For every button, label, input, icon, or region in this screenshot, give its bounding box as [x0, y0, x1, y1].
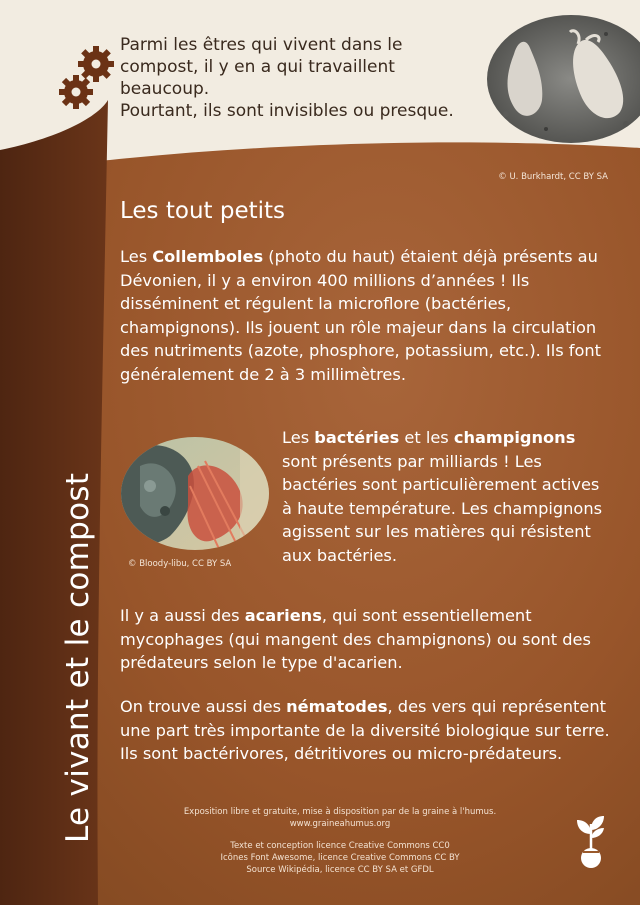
text: (photo du haut) étaient déjà présents au Dévonien, il y a environ 400 millions d’années ! Ils disséminent et régulent la microflore (bactéries, champignons). Ils jouent un rôle majeur dans la circulation des nutriments (azote, phosphore, potassium, etc.). Ils font généralement de 2 à 3 millimètres. [120, 247, 601, 384]
text: , des vers qui représentent une part très importante de la diversité biologique sur terre. Ils sont bactérivores, détritivores ou micro-prédateurs. [120, 697, 610, 763]
intro-text [120, 34, 490, 122]
paragraph-collemboles [120, 245, 620, 386]
photo-credit-top: © U. Burkhardt, CC BY SA [498, 172, 608, 182]
text: et les [399, 428, 454, 447]
text: , qui sont essentiellement mycophages (qui mangent des champignons) ou sont des prédateurs selon le type d'acarien. [120, 606, 591, 672]
keyword-collemboles: Collemboles [152, 247, 264, 266]
footer-line: Texte et conception licence Creative Commons CC0 [230, 841, 450, 851]
collembola-photo [486, 14, 640, 144]
paragraph-bacteries [282, 426, 612, 567]
text: Les [120, 247, 153, 266]
section-title: Les tout petits [120, 198, 286, 224]
paragraph-nematodes [120, 695, 620, 766]
keyword-champignons: champignons [453, 428, 576, 447]
paragraph-acariens [120, 604, 620, 675]
footer-licences [150, 840, 530, 876]
text: Les [282, 428, 315, 447]
gears-icon [58, 42, 118, 114]
photo-credit-mid: © Bloody-libu, CC BY SA [128, 559, 232, 569]
keyword-acariens: acariens [244, 606, 322, 625]
footer-line: Source Wikipédia, licence CC BY SA et GFDL [246, 865, 434, 875]
text: sont présents par milliards ! Les bactéries sont particulièrement actives à haute température. Les champignons agissent sur les matières qui résistent aux bactéries. [282, 451, 603, 565]
seedling-logo-icon [574, 812, 608, 870]
vertical-title: Le vivant et le compost [60, 472, 96, 843]
intro-line: beaucoup. [120, 79, 210, 99]
keyword-nematodes: nématodes [286, 697, 388, 716]
footer-exposition [150, 806, 530, 830]
text: Il y a aussi des [120, 606, 245, 625]
footer-line: Exposition libre et gratuite, mise à disposition par de la graine à l'humus. [183, 807, 497, 817]
fungi-photo [120, 436, 270, 551]
intro-line: compost, il y en a qui travaillent [120, 57, 395, 77]
text: On trouve aussi des [120, 697, 287, 716]
keyword-bacteries: bactéries [314, 428, 400, 447]
intro-line: Pourtant, ils sont invisibles ou presque. [120, 101, 454, 121]
footer-line: Icônes Font Awesome, licence Creative Commons CC BY [220, 853, 460, 863]
footer-website: www.graineahumus.org [289, 819, 391, 829]
intro-line: Parmi les êtres qui vivent dans le [120, 35, 403, 55]
